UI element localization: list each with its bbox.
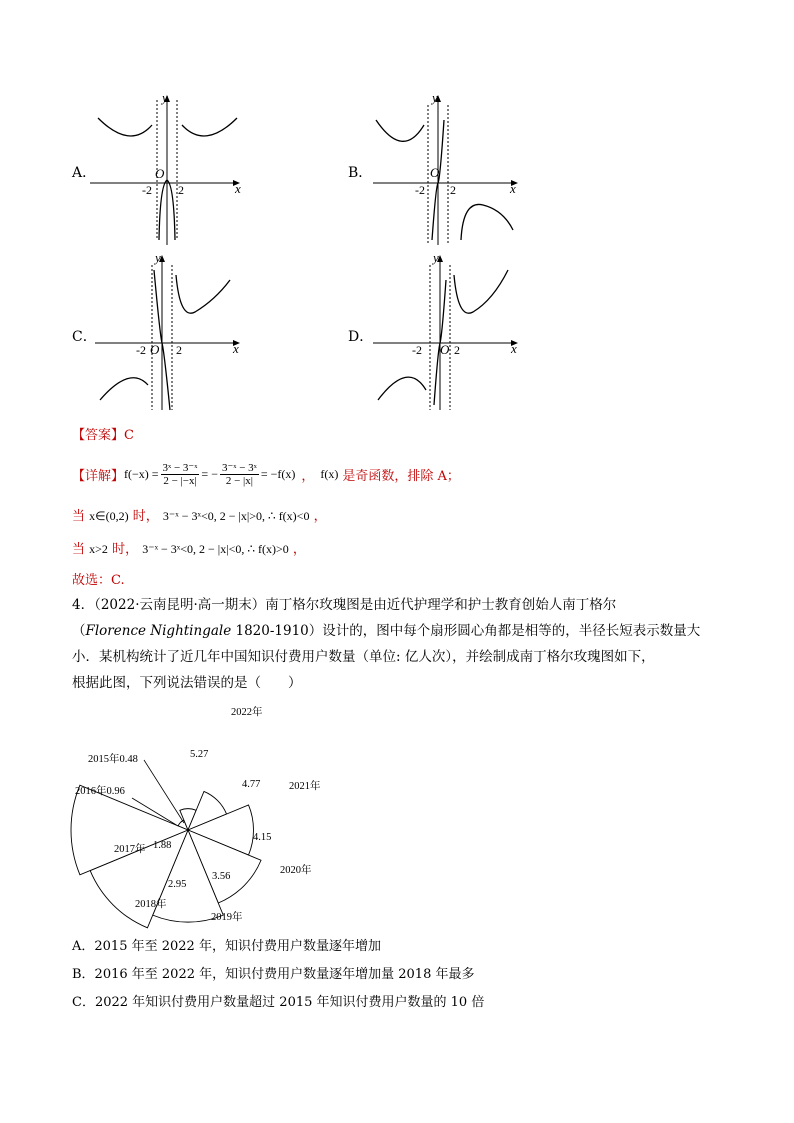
- explain-lhs: f(−x) =: [124, 466, 159, 481]
- graph-c-origin: O: [150, 342, 160, 357]
- explain-line-3: [72, 538, 306, 557]
- answer-line: [72, 424, 134, 443]
- question-name: Florence Nightingale: [85, 623, 232, 639]
- explain-frac-1: [161, 461, 200, 487]
- graph-c-tick-neg: -2: [136, 343, 146, 357]
- graph-d-tick-neg: -2: [412, 343, 422, 357]
- choice-c: C．2022 年知识付费用户数量超过 2015 年知识付费用户数量的 10 倍: [72, 995, 485, 1010]
- graph-a-x-label: x: [235, 181, 241, 196]
- choice-a: A．2015 年至 2022 年，知识付费用户数量逐年增加: [72, 939, 381, 954]
- answer-label: 【答案】: [72, 428, 125, 443]
- label-2017: 2017年: [114, 844, 146, 855]
- answer-value: C: [124, 428, 134, 443]
- question-line-2-open: （: [72, 623, 86, 639]
- graph-a-y-label: y: [162, 90, 168, 105]
- graph-c: [90, 250, 250, 415]
- question-line-2: [72, 618, 732, 644]
- graph-a-tick-pos: 2: [178, 183, 184, 197]
- graph-b-y-label: y: [432, 90, 438, 105]
- graph-a: [90, 90, 250, 250]
- option-c-letter: C．: [72, 329, 97, 345]
- question-line-4: 根据此图，下列说法错误的是（ ）: [72, 675, 302, 691]
- question-4: [72, 592, 732, 696]
- graph-b-origin: O: [430, 165, 440, 180]
- graph-d-tick-pos: 2: [454, 343, 460, 357]
- graph-c-y-label: y: [155, 250, 161, 265]
- explain-line-1: [72, 456, 460, 492]
- label-2022: 2022年: [231, 707, 263, 718]
- explain-line-3-cond: x>2: [89, 542, 108, 556]
- choice-b: B．2016 年至 2022 年，知识付费用户数量逐年增加量 2018 年最多: [72, 967, 475, 982]
- leader-2015: [144, 760, 184, 823]
- graph-b-x-label: x: [510, 181, 516, 196]
- graph-c-tick-pos: 2: [176, 343, 182, 357]
- question-line-1: 4．（2022·云南昆明·高一期末）南丁格尔玫瑰图是由近代护理学和护士教育创始人南丁格尔: [72, 597, 617, 613]
- value-2021: 4.77: [242, 779, 261, 790]
- graph-a-tick-neg: -2: [142, 183, 152, 197]
- explain-frac-1-den: 2 − |−x|: [163, 475, 197, 487]
- value-2017: 1.88: [153, 840, 172, 851]
- value-2019: 3.56: [212, 871, 231, 882]
- explain-rhs: = −f(x): [260, 466, 296, 481]
- option-a-letter: A．: [72, 165, 97, 181]
- label-2019: 2019年: [211, 912, 243, 923]
- explain-frac-1-num: 3ˣ − 3⁻ˣ: [162, 462, 198, 474]
- graph-b-tick-pos: 2: [450, 183, 456, 197]
- explain-line-2-end: ，: [313, 509, 327, 524]
- graph-c-x-label: x: [233, 341, 239, 356]
- explain-line-3-end: ，: [292, 542, 306, 557]
- graph-d-origin: O: [440, 342, 450, 357]
- graph-d-x-label: x: [511, 341, 517, 356]
- explain-line-3-math: 3⁻ˣ − 3ˣ<0, 2 − |x|<0, ∴ f(x)>0: [142, 542, 289, 556]
- explain-line-2-math: 3⁻ˣ − 3ˣ<0, 2 − |x|>0, ∴ f(x)<0: [162, 509, 310, 523]
- explain-line-2-mid: 时，: [132, 509, 159, 524]
- graph-b: [368, 90, 528, 250]
- explain-frac-2: [220, 461, 259, 487]
- graph-b-tick-neg: -2: [415, 183, 425, 197]
- explain-sep: ，: [301, 468, 315, 484]
- explain-line-2: [72, 505, 327, 524]
- explain-line-2-prefix: 当: [72, 509, 86, 524]
- value-2022: 5.27: [190, 749, 209, 760]
- graph-d: [368, 250, 528, 415]
- option-d-letter: D．: [348, 329, 374, 345]
- label-2020: 2020年: [280, 865, 312, 876]
- explain-label: 【详解】: [72, 468, 125, 484]
- explain-fx: f(x): [320, 466, 339, 481]
- explain-line-3-mid: 时，: [112, 542, 139, 557]
- option-b-letter: B．: [348, 165, 373, 181]
- explain-frac-2-den: 2 − |x|: [225, 475, 253, 487]
- question-line-2-rest: 1820-1910）设计的，图中每个扇形圆心角都是相等的，半径长短表示数量大: [231, 623, 701, 639]
- label-2016: 2016年0.96: [75, 786, 125, 797]
- label-2021: 2021年: [289, 781, 321, 792]
- rose-chart: [70, 700, 360, 930]
- question-line-3: 小．某机构统计了近几年中国知识付费用户数量（单位: 亿人次），并绘制成南丁格尔玫瑰图如下，: [72, 649, 655, 665]
- explain-line-2-cond: x∈(0,2): [89, 509, 129, 523]
- label-2018: 2018年: [135, 899, 167, 910]
- graph-d-y-label: y: [433, 250, 439, 265]
- value-2018: 2.95: [168, 879, 187, 890]
- explain-tail: 是奇函数，排除 A；: [342, 468, 460, 484]
- graph-a-origin: O: [155, 166, 165, 181]
- value-2020: 4.15: [253, 832, 272, 843]
- label-2015: 2015年0.48: [88, 754, 138, 765]
- explain-frac-2-num: 3⁻ˣ − 3ˣ: [221, 462, 257, 474]
- explain-conclusion: 故选：C.: [72, 573, 125, 588]
- explain-eq: = −: [201, 466, 218, 481]
- explain-line-3-prefix: 当: [72, 542, 86, 557]
